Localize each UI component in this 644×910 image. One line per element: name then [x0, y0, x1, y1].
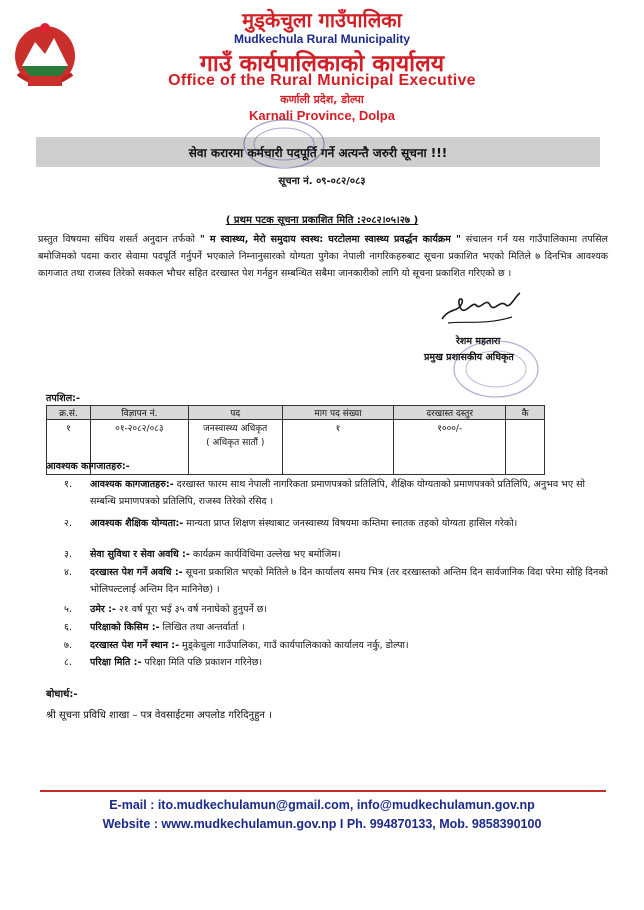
item-number: ४. [64, 567, 72, 578]
bodhartha-label: बोधार्थ:- [46, 689, 78, 700]
post-level: ( अधिकृत सातौं ) [206, 438, 265, 448]
office-name-english: Office of the Rural Municipal Executive [168, 72, 476, 89]
list-item [64, 476, 614, 512]
header-post: पद [188, 406, 282, 420]
cell-ad-no: ०१-२०८२/०८३ [90, 420, 188, 475]
cell-remark [506, 420, 545, 475]
item-number: ५. [64, 604, 72, 615]
item-text: परिक्षा मिति पछि प्रकाशन गरिनेछ। [141, 657, 263, 668]
item-number: ६. [64, 622, 72, 633]
item-text: कार्यक्रम कार्यविधिमा उल्लेख भए बमोजिम। [189, 549, 341, 560]
tapasil-label: तपशिल:- [46, 393, 80, 404]
footer-website-phone: Website : www.mudkechulamun.gov.np I Ph. 994870133, Mob. 9858390100 [102, 817, 542, 831]
footer-email: E-mail : ito.mudkechulamun@gmail.com, info@mudkechulamun.gov.np [109, 798, 535, 812]
program-name: " म स्वास्थ्य, मेरो समुदाय स्वस्थ: घरटोलमा स्वास्थ्य प्रवर्द्धन कार्यक्रम " [199, 234, 461, 245]
office-name-nepali: गाउँ कार्यपालिकाको कार्यालय [199, 51, 445, 77]
paragraph-intro: प्रस्तुत विषयमा संघिय शसर्त अनुदान तर्फको [38, 234, 200, 245]
footer-divider [40, 790, 606, 792]
item-text: २१ वर्ष पूरा भई ३५ वर्ष ननाघेको हुनुपर्ने छ। [115, 604, 268, 615]
item-number: ३. [64, 549, 72, 560]
notice-reference-number: सूचना नं. ०९-०८२/०८३ [278, 176, 366, 187]
paragraph-body: संचालन गर्न यस गाउँपालिकामा तपसिल बमोजिमको पदमा करार सेवामा पदपूर्ति गर्नुपर्ने भएकाले निम्नानुसारको योग्यता पुगेका नेपाली नागरिकहरुबाट सूचना प्रकाशित भएको मितिले ७ दिनभित्र आवश्यक कागजात तथा राजस्व तिरेको सक्कल भौचर सहित दरखास्त पेश गर्नहुन सम्बन्धित सबैमा जानकारीको लागि यो सूचना प्रकाशित गरिएको छ । [38, 234, 608, 279]
cell-sn: १ [47, 420, 91, 475]
province-nepali: कर्णाली प्रदेश, डोल्पा [280, 93, 364, 106]
item-number: ७. [64, 640, 72, 651]
item-text: मान्यता प्राप्त शिक्षण संस्थाबाट जनस्वास्थ्य विषयमा कम्तिमा स्नातक तहको योग्यता हासिल गरेको। [183, 518, 518, 529]
office-stamp-icon [232, 112, 332, 174]
item-number: २. [64, 518, 72, 529]
item-text: दरखास्त फारम साथ नेपाली नागरिकता प्रमाणपत्रको प्रतिलिपि, शैक्षिक योग्यताको प्रमाणपत्रको प्रतिलिपि, अनुभव भए सो सम्बन्धि प्रमाणपत्रको प्रतिलिपि, राजस्व तिरेको रसिद । [90, 479, 585, 507]
cell-post [188, 420, 282, 475]
notice-banner-text: सेवा करारमा कर्मचारी पदपूर्ति गर्ने अत्यन्तै जरुरी सूचना !!! [188, 145, 448, 160]
header-ad-no: विज्ञापन नं. [90, 406, 188, 420]
item-label: आवश्यक कागजातहरु:- [90, 479, 174, 490]
item-label: दरखास्त पेश गर्ने अवधि :- [90, 567, 183, 578]
publish-date: ( प्रथम पटक सूचना प्रकाशित मिति :२०८२।०५।२७ ) [225, 215, 419, 226]
signatory-post: प्रमुख प्रशासकीय अधिकृत [424, 352, 514, 363]
item-label: परिक्षा मिति :- [90, 657, 142, 668]
item-text: मुड्केचुला गाउँपालिका, गाउँ कार्यपालिकाको कार्यालय नर्कु, डोल्पा। [179, 640, 409, 651]
item-label: सेवा सुविधा र सेवा अवधि :- [90, 549, 190, 560]
municipality-name-english: Mudkechula Rural Municipality [233, 32, 411, 46]
item-label: उमेर :- [90, 604, 116, 615]
header-count: माग पद संख्या [282, 406, 394, 420]
cell-fee: १०००/- [394, 420, 506, 475]
post-name: जनस्वास्थ्य अधिकृत [203, 424, 268, 434]
item-text: लिखित तथा अन्तर्वार्ता । [159, 622, 245, 633]
table-header-row [47, 406, 545, 420]
list-item [64, 564, 614, 600]
signatory-name: रेशम महतारा [456, 336, 501, 347]
signature-icon [436, 283, 526, 331]
requirements-label: आवश्यक कागजातहरु:- [46, 461, 130, 472]
item-number: १. [64, 479, 72, 490]
item-number: ८. [64, 657, 72, 668]
cell-count: १ [282, 420, 394, 475]
header-fee: दरखास्त दस्तुर [394, 406, 506, 420]
item-label: दरखास्त पेश गर्ने स्थान :- [90, 640, 180, 651]
header-remark: कै [506, 406, 545, 420]
item-label: आवश्यक शैक्षिक योग्यता:- [90, 518, 184, 529]
header-sn: क्र.सं. [47, 406, 91, 420]
province-english: Karnali Province, Dolpa [249, 108, 395, 123]
item-text: सूचना प्रकाशित भएको मितिले ७ दिन कार्यालय समय भित्र (तर दरखास्तको अन्तिम दिन सार्वजानिक विदा परेमा सोहि दिनको भोलिपल्टलाई अन्तिम दिन मानिनेछ) । [90, 567, 609, 595]
notice-paragraph [38, 231, 608, 282]
bodhartha-recipient: श्री सूचना प्रविधि शाखा – पत्र वेवसाईटमा अपलोड गरिदिनुहुन । [46, 710, 272, 721]
item-label: परिक्षाको किसिम :- [90, 622, 160, 633]
municipality-name-nepali: मुड्केचुला गाउँपालिका [242, 8, 402, 32]
